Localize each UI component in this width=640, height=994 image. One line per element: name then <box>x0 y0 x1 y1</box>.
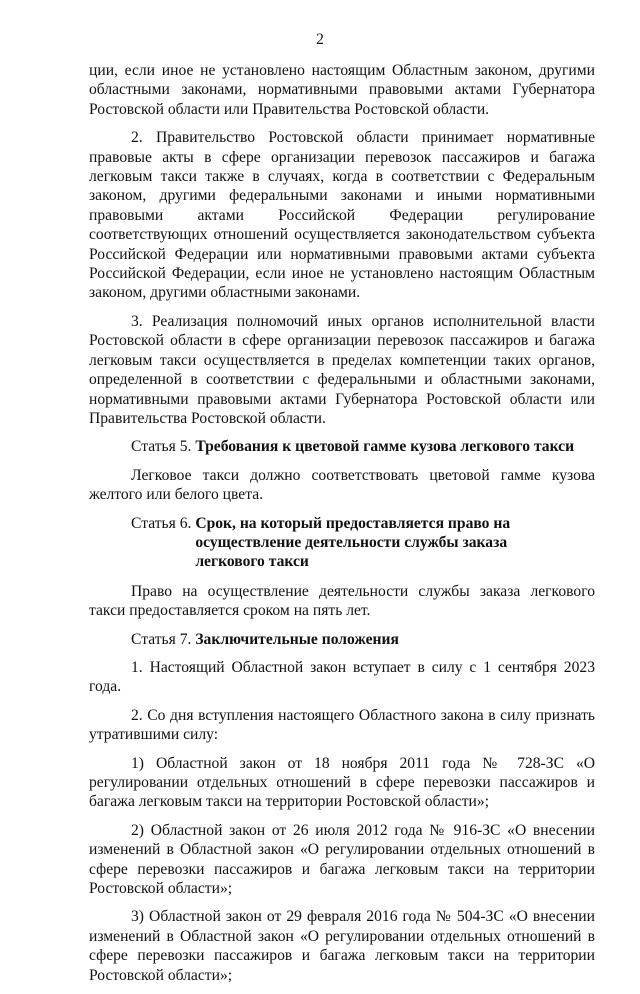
article-5-title: Требования к цветовой гамме кузова легкового такси <box>195 438 575 456</box>
article-7-heading <box>89 630 595 649</box>
article-7-prefix: Статья 7. <box>131 630 196 648</box>
article-6-prefix: Статья 6. <box>131 514 196 532</box>
article-6-text: Право на осуществление деятельности службы заказа легкового такси предоставляется сроком на пять лет. <box>89 582 595 620</box>
document-body <box>89 61 595 994</box>
article-7-item-2: 2. Со дня вступления настоящего Областного закона в силу признать утратившими силу: <box>89 706 595 744</box>
repealed-law-1: 1) Областной закон от 18 ноября 2011 года № 728-ЗС «О регулировании отдельных отношений в сфере перевозки пассажиров и багажа легковым такси на территории Ростовской области»; <box>89 754 595 811</box>
article-7-title: Заключительные положения <box>195 630 399 648</box>
paragraph-2-government-acts: 2. Правительство Ростовской области принимает нормативные правовые акты в сфере организации перевозок пассажиров и багажа легковым такси также в случаях, когда в соответствии с Федеральным законом, другими федеральными законами и иными нормативными правовыми актами Российской Федерации регулирование соответствующих отношений осуществляется законодательством субъекта Российской Федерации или нормативными правовыми актами субъекта Российской Федерации, если иное не установлено настоящим Областным законом, другими областными законами. <box>89 129 595 302</box>
article-6-title: Срок, на который предоставляется право на осуществление деятельности службы заказа легкового такси <box>195 514 511 571</box>
article-7-item-1: 1. Настоящий Областной закон вступает в силу с 1 сентября 2023 года. <box>89 658 595 696</box>
article-6-heading <box>89 514 595 572</box>
article-5-heading <box>89 437 595 456</box>
paragraph-continuation: ции, если иное не установлено настоящим Областным законом, другими областными законами, нормативными правовыми актами Губернатора Ростовской области или Правительства Ростовской области. <box>89 62 595 118</box>
article-5-prefix: Статья 5. <box>131 438 196 456</box>
paragraph-3-other-bodies: 3. Реализация полномочий иных органов исполнительной власти Ростовской области в сфере организации перевозок пассажиров и багажа легковым такси осуществляется в пределах компетенции таких органов, определенной в соответствии с федеральными и областными законами, нормативными правовыми актами Губернатора Ростовской области или Правительства Ростовской области. <box>89 312 595 427</box>
repealed-law-3: 3) Областной закон от 29 февраля 2016 года № 504-ЗС «О внесении изменений в Областной закон «О регулировании отдельных отношений в сфере перевозки пассажиров и багажа легковым такси на территории Ростовской области»; <box>89 908 595 984</box>
repealed-law-2: 2) Областной закон от 26 июля 2012 года № 916-ЗС «О внесении изменений в Областной закон «О регулировании отдельных отношений в сфере перевозки пассажиров и багажа легковым такси на территории Ростовской области»; <box>89 821 595 898</box>
page-number: 2 <box>316 31 324 48</box>
article-5-text: Легковое такси должно соответствовать цветовой гамме кузова желтого или белого цвета. <box>89 466 595 504</box>
